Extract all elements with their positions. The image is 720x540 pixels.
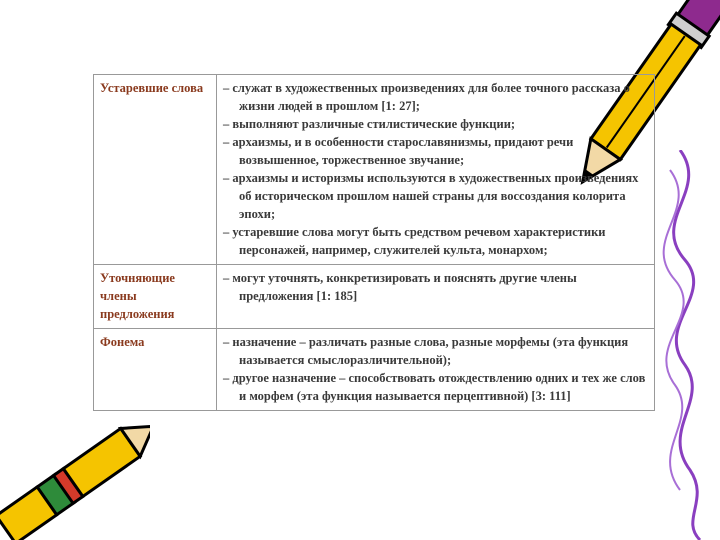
list-item: – служат в художественных произведениях для более точного рассказа о жизни людей в прошлом [1: 27];	[223, 81, 630, 113]
list-item: – архаизмы и историзмы используются в художественных произведениях об историческом прошлом нашей страны для воссоздания колорита эпохи;	[223, 171, 639, 221]
list-item: – выполняют различные стилистические функции;	[223, 117, 516, 131]
list-item: – устаревшие слова могут быть средством речевом характеристики персонажей, например, служителей культа, монархом;	[223, 225, 606, 257]
definition-cell	[217, 329, 655, 411]
list-item: – назначение – различать разные слова, разные морфемы (эта функция называется смыслоразличительной);	[223, 335, 629, 367]
term-cell: Устаревшие слова	[94, 75, 217, 265]
definitions-table	[93, 74, 655, 411]
list-item: – архаизмы, и в особенности старославянизмы, придают речи возвышенное, торжественное звучание;	[223, 135, 574, 167]
term-cell: Уточняющие члены предложения	[94, 265, 217, 329]
list-item: – могут уточнять, конкретизировать и пояснять другие члены предложения [1: 185]	[223, 271, 577, 303]
definition-cell	[217, 75, 655, 265]
term-cell: Фонема	[94, 329, 217, 411]
list-item: – другое назначение – способствовать отождествлению одних и тех же слов и морфем (эта функция называется перцептивной) [3: 111]	[223, 371, 646, 403]
table-row	[94, 329, 655, 411]
table-row	[94, 75, 655, 265]
pencil-icon	[0, 420, 150, 540]
table-row	[94, 265, 655, 329]
definition-cell	[217, 265, 655, 329]
